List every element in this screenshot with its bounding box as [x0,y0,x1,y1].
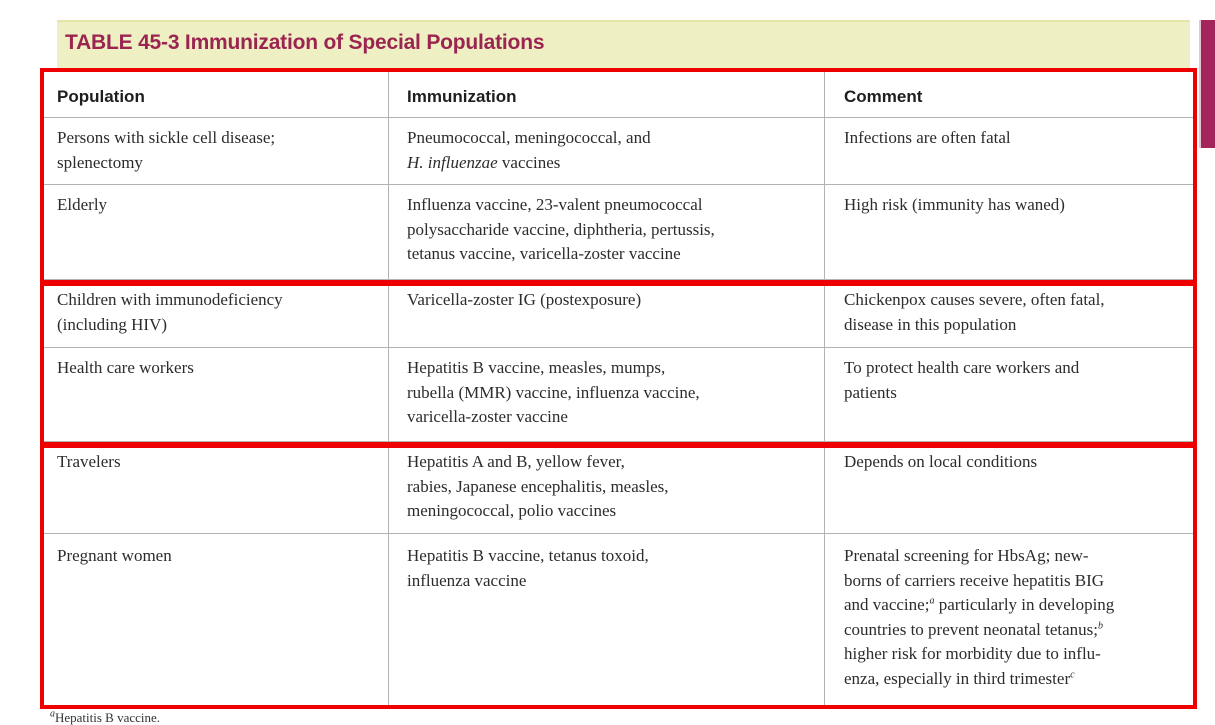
cell-line: Hepatitis B vaccine, measles, mumps, [407,358,666,377]
footnote-marker: a [50,708,55,720]
cell-line: meningococcal, polio vaccines [407,501,617,520]
column-header-population: Population [57,87,145,106]
cell-line: Pneumococcal, meningococcal, and [407,128,651,147]
cell-line: polysaccharide vaccine, diphtheria, pertussis, [407,219,715,239]
population-cell [40,280,388,347]
cell-line: Varicella-zoster IG (postexposure) [407,290,642,309]
population-cell [40,118,388,184]
comment-cell [824,442,1195,533]
immunization-table [40,70,1195,705]
cell-line [844,569,1183,594]
cell-line [844,642,1183,667]
table-header-row [40,70,1195,118]
italic-organism-name: H. influenzae [407,152,498,172]
population-cell [40,534,388,705]
cell-text: and vaccine; [844,595,930,614]
immunization-cell [388,348,824,441]
cell-line: Children with immunodeficiency [57,290,283,309]
footnote-marker: c [1070,668,1075,680]
cell-line: Elderly [57,195,108,214]
cell-line: (including HIV) [57,314,168,334]
comment-cell [824,534,1195,705]
cell-line: Chickenpox causes severe, often fatal, [844,290,1105,309]
cell-line: Travelers [57,452,121,471]
immunization-cell [388,185,824,279]
cell-line [844,593,1183,618]
table-row-travelers [40,442,1195,534]
cell-line: rubella (MMR) vaccine, influenza vaccine, [407,382,700,402]
cell-line: patients [844,382,897,402]
cell-text: Prenatal screening for HbsAg; new- [844,546,1089,565]
table-row-elderly [40,185,1195,280]
immunization-cell [388,442,824,533]
comment-cell [824,348,1195,441]
cell-line: rabies, Japanese encephalitis, measles, [407,476,669,496]
cell-line: Health care workers [57,358,194,377]
cell-line: To protect health care workers and [844,358,1080,377]
cell-line: splenectomy [57,152,143,172]
column-header-comment: Comment [824,70,1195,117]
cell-line: Depends on local conditions [844,452,1038,471]
column-header-immunization: Immunization [388,70,824,117]
immunization-cell [388,118,824,184]
cell-line [407,151,812,176]
cell-line: Infections are often fatal [844,128,1011,147]
table-row-children-immunodeficiency [40,280,1195,348]
population-cell [40,442,388,533]
cell-text: borns of carriers receive hepatitis BIG [844,570,1105,590]
table-title-band [57,20,1190,68]
comment-cell [824,185,1195,279]
footnote-marker: b [1097,619,1103,631]
cell-line: influenza vaccine [407,570,527,590]
cell-line: varicella-zoster vaccine [407,407,568,426]
cell-line [844,618,1183,643]
immunization-cell [388,534,824,705]
cell-line: High risk (immunity has waned) [844,195,1065,214]
cell-line: Hepatitis A and B, yellow fever, [407,452,625,471]
cell-line: Pregnant women [57,546,172,565]
cell-text: higher risk for morbidity due to influ- [844,644,1101,663]
cell-text: particularly in developing [934,595,1115,614]
cell-line [844,667,1183,692]
population-cell [40,348,388,441]
comment-cell [824,118,1195,184]
cell-line: disease in this population [844,314,1017,334]
cell-text: countries to prevent neonatal tetanus; [844,619,1098,639]
cell-text-tail: vaccines [497,152,561,172]
footnote-marker: a [929,595,935,607]
immunization-cell [388,280,824,347]
table-footnote [50,708,161,725]
population-cell [40,185,388,279]
table-row-sickle-cell [40,118,1195,185]
cell-line [844,544,1183,569]
cell-line: Hepatitis B vaccine, tetanus toxoid, [407,546,649,565]
comment-cell [824,280,1195,347]
chapter-side-tab [1201,20,1215,148]
cell-line: Influenza vaccine, 23-valent pneumococcal [407,195,703,214]
cell-line: tetanus vaccine, varicella-zoster vaccine [407,244,681,263]
cell-line: Persons with sickle cell disease; [57,128,276,147]
table-title: TABLE 45-3 Immunization of Special Populations [65,31,545,54]
table-row-pregnant-women [40,534,1195,705]
footnote-text: Hepatitis B vaccine. [55,710,161,725]
table-row-health-care-workers [40,348,1195,442]
cell-text: enza, especially in third trimester [844,668,1071,688]
